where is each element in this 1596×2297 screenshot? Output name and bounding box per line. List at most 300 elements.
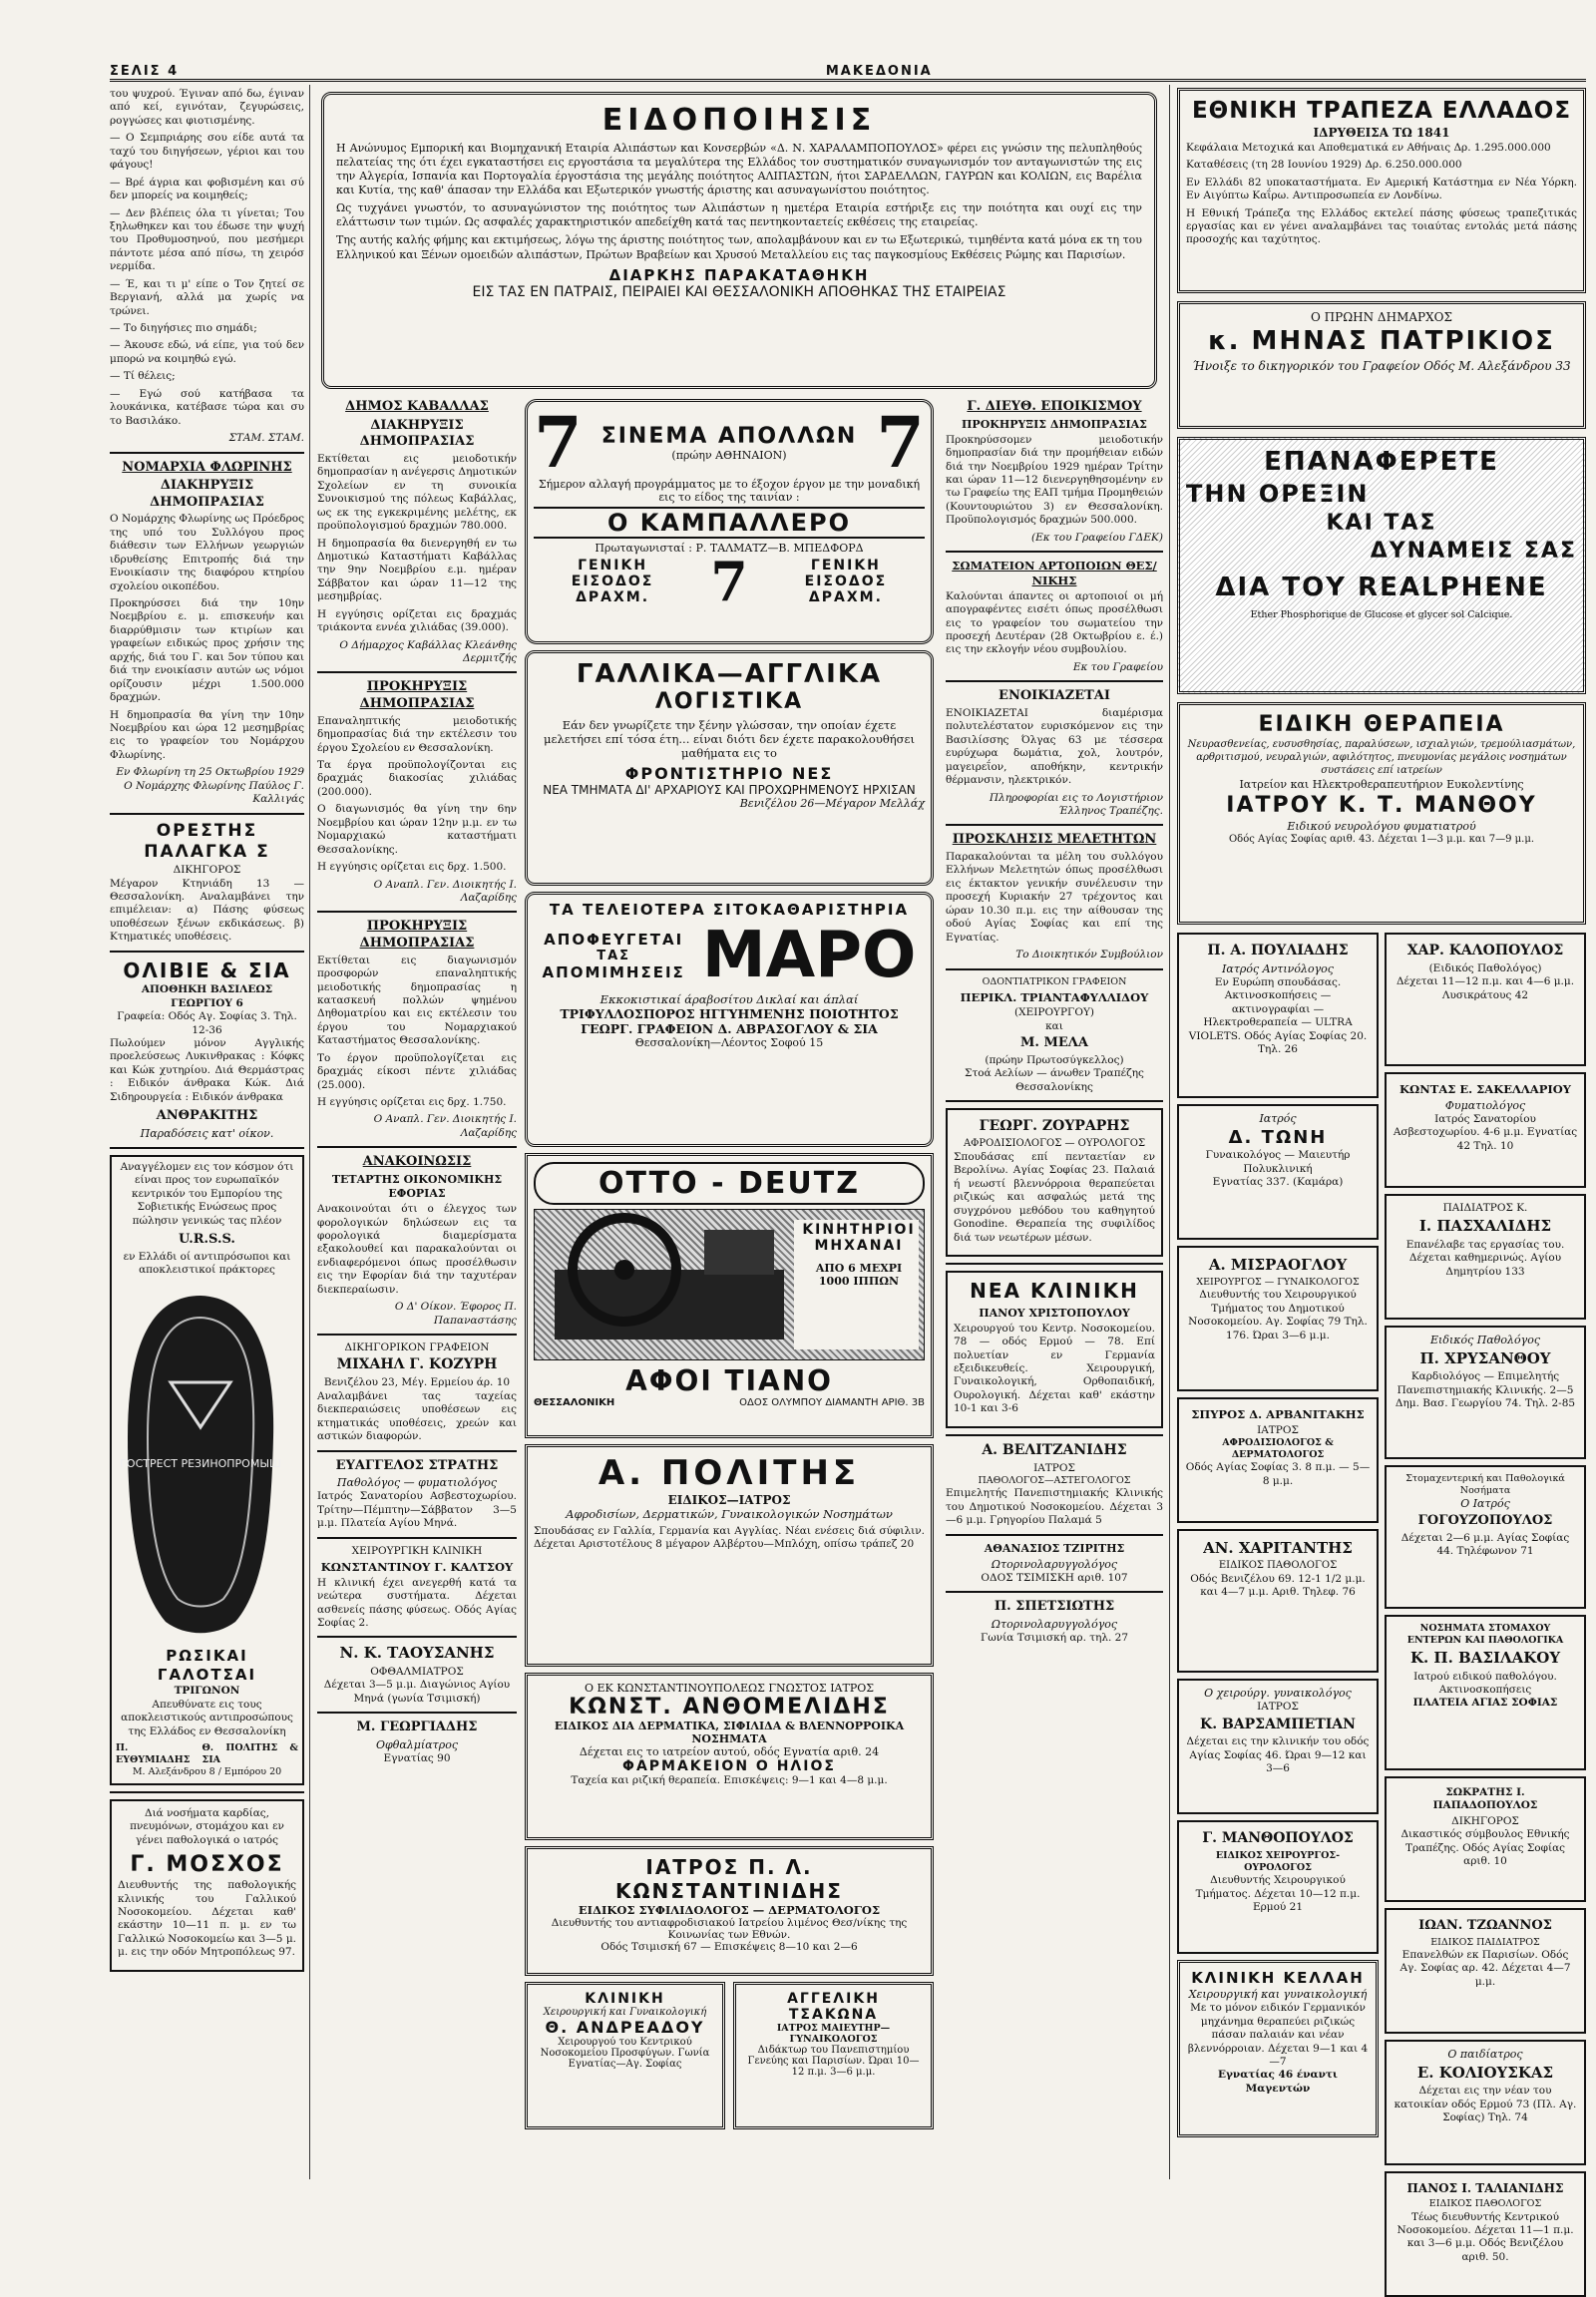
kalopoulos-role: (Ειδικός Παθολόγος)	[1428, 961, 1542, 974]
odontiatrikon-name: ΠΕΡΙΚΛ. ΤΡΙΑΝΤΑΦΥΛΛΙΔΟΥ	[960, 989, 1149, 1004]
dialogue-line: — Δεν βλέπεις όλα τι γίνεται; Του ξηλωθηκεν και του έδωσε την ψυχή του Προθυμοσηνού, που μεσήμερι πάντοτε μέσα από πίσω, τη χειρόσ νερμίδα.	[110, 206, 304, 273]
therapeia-body: Νευρασθενείας, ευσυσθησίας, παραλύσεων, ισχιαλγιών, τρεμούλιασμάτων, αρθριτισμού, νευραλγιών, αφιλότητος, πνευμονίας μεγάλοις νοσημάτων συστάσεις επί ιατρείων	[1187, 739, 1576, 776]
arvanitakis-name: ΣΠΥΡΟΣ Δ. ΑΡΒΑΝΙΤΑΚΗΣ	[1191, 1407, 1365, 1421]
paschalidis-name: Ι. ΠΑΣΧΑΛΙΔΗΣ	[1418, 1217, 1552, 1236]
artopoion-title: ΣΩΜΑΤΕΙΟΝ ΑΡΤΟΠΟΙΩΝ ΘΕΣ/ΝΙΚΗΣ	[952, 559, 1157, 587]
arvanitakis-ad	[1177, 1397, 1379, 1523]
patrikios-body: Ήνοιξε το δικηγορικόν του Γραφείον Οδός Μ. Αλεξάνδρου 33	[1192, 358, 1571, 373]
languages-groups: ΝΕΑ ΤΜΗΜΑΤΑ ΔΙ' ΑΡΧΑΡΙΟΥΣ ΚΑΙ ΠΡΟΧΩΡΗΜΕΝΟΥΣ ΗΡΧΙΣΑΝ	[543, 783, 916, 797]
maro-office: ΓΕΩΡΓ. ΓΡΑΦΕΙΟΝ Δ. ΑΒΡΑΣΟΓΛΟΥ & ΣΙΑ	[581, 1021, 878, 1036]
kaltsou-name: ΚΩΝΣΤΑΝΤΙΝΟΥ Γ. ΚΑΛΤΣΟΥ	[320, 1560, 514, 1575]
tzoannos-ad	[1385, 1908, 1586, 2034]
divider	[946, 824, 1163, 826]
papadopoulos-name: ΣΩΚΡΑΤΗΣ Ι. ΠΑΠΑΔΟΠΟΥΛΟΣ	[1432, 1786, 1538, 1812]
nea-kliniki-title: ΝΕΑ ΚΛΙΝΙΚΗ	[970, 1278, 1139, 1303]
kalopoulos-hours: Δέχεται 11—12 π.μ. και 4—6 μ.μ. Λυσικράτους 42	[1396, 975, 1575, 1001]
notice-paragraph: Ο Νομάρχης Φλωρίνης ως Πρόεδρος της υπό του Συλλόγου προς διάθεσιν των Ελλήνων γεωργιών ιδρυθείσης Επιτροπής διά την Ενοικίασιν της διαφόρου κτηρίου σχολείου οικοπέδου.	[110, 513, 304, 592]
dieth-title: Γ. ΔΙΕΥΘ. ΕΠΟΙΚΙΣΜΟΥ	[967, 399, 1142, 414]
eidopoiisis-paragraph: Η Ανώνυμος Εμπορική και Βιομηχανική Εταιρία Αλιπάστων και Κονσερβών «Δ. Ν. ΧΑΡΑΛΑΜΠΟΠΟΥΛΟΣ» φέρει εις γνώσιν της πελυπληθούς πελατείας της ότι έχει εγκαταστήσει εις εργοστάσια τα μεγαλύτερα της Ελλάδος τον συστηματικόν συναγωνισμόν τον ανταγωνιστών της εις την Αλγερία, Ισπανία και Πορτογαλία έργοστάσια της μεγάλης ποιότητος ΑΛΙΠΑΣΤΩΝ, ήτοι ΣΑΡΔΕΛΛΩΝ, ΓΑΥΡΩΝ και ΚΟΛΙΩΝ, εις Βαρέλια και Κυτία, της καθ' άπασαν την Ελλάδα και Εξωτερικόν γνωστής άριστης και ασυναγωνίστου ποιότητος.	[336, 142, 1142, 197]
tzoannos-body: Επανελθών εκ Παρισίων. Οδός Αγ. Σοφίας αρ. 42. Δέχεται 4—7 μ.μ.	[1399, 1948, 1571, 1988]
manthopoulos-specialty: ΕΙΔΙΚΟΣ ΧΕΙΡΟΥΡΓΟΣ-ΟΥΡΟΛΟΓΟΣ	[1215, 1849, 1341, 1874]
paschalidis-head: ΠΑΙΔΙΑΤΡΟΣ Κ.	[1442, 1202, 1528, 1214]
divider	[317, 1146, 517, 1148]
notice-paragraph: Εκτίθεται εις διαγωνισμόν προσφορών επαναληπτικής μειοδοτικής δημοπρασίας η κατασκευή πολλών ψημένου Δηθοματρίου και εις εκτέλεσιν του έργου του Νομαρχιακού Καταστήματος Θεσσαλονίκης.	[317, 954, 517, 1047]
sakellariou-role: Φυματιολόγος	[1444, 1098, 1526, 1112]
therapeia-name: ΙΑΤΡΟΥ Κ. Τ. ΜΑΝΘΟΥ	[1226, 792, 1537, 818]
tzoannos-name: ΙΩΑΝ. ΤΖΩΑΝΝΟΣ	[1418, 1918, 1552, 1933]
column-3	[525, 399, 934, 2177]
otto-side-line: ΜΗΧΑΝΑΙ	[814, 1238, 904, 1254]
divider	[110, 951, 304, 953]
tsakona-body: Διδάκτωρ του Πανεπιστημίου Γενεύης και Παρισίων. Ώραι 10—12 π.μ. 3—6 μ.μ.	[747, 2045, 920, 2078]
bank-branches: Εν Ελλάδι 82 υποκαταστήματα. Εν Αμερική Κατάστημα εν Νέα Υόρκη. Εν Αιγύπτω Καΐρω. Αντιπροσωπεία εν Λονδίνω.	[1186, 176, 1577, 202]
cinema-seven: 7	[534, 401, 583, 484]
agents-row	[116, 1742, 298, 1766]
therapeia-role: Ειδικού νευρολόγου φυματιατρού	[1287, 819, 1476, 833]
spetsiotis-role: Ωτορινολαρυγγολόγος	[991, 1617, 1118, 1631]
chrysanthou-body: Καρδιολόγος — Επιμελητής Πανεπιστημιακής Κλινικής. 2—5 Δημ. Βασ. Γεωργίου 74. Τηλ. 2-85	[1395, 1370, 1576, 1410]
kaltsou-body: Η κλινική έχει ανεγερθή κατά τα νεώτερα συστήματα. Δέχεται ασθενείς πάσης φύσεως. Οδός Αγίας Σοφίας 2.	[317, 1576, 517, 1630]
anthomelidis-name: ΚΩΝΣΤ. ΑΝΘΟΜΕΛΙΔΗΣ	[569, 1695, 890, 1720]
sakellariou-name: ΚΩΝΤΑΣ Ε. ΣΑΚΕΛΛΑΡΙΟΥ	[1399, 1082, 1571, 1096]
artopoion-body: Καλούνται άπαντες οι αρτοποιοί οι μή απογραφέντες εισέτι όπως προσέλθωσι εις το γραφείον του σωματείου την προσεχή Δευτέραν (28 Οκτωβρίου ε. έ.) εις την εκλογήν νέου συμβουλίου.	[946, 589, 1163, 656]
nea-kliniki-ad	[946, 1271, 1163, 1428]
polites-ad	[525, 1444, 934, 1667]
dieth-subtitle: ΠΡΟΚΗΡΥΞΙΣ ΔΗΜΟΠΡΑΣΙΑΣ	[962, 417, 1147, 431]
notice-date: Εν Φλωρίνη τη 25 Οκτωβρίου 1929	[116, 766, 304, 779]
georgiadis-address: Εγνατίας 90	[383, 1751, 451, 1764]
gogouzopoulos-name: ΓΟΓΟΥΖΟΠΟΥΛΟΣ	[1417, 1513, 1553, 1529]
divider	[317, 1712, 517, 1714]
anak-title: ΑΝΑΚΟΙΝΩΣΙΣ	[362, 1154, 472, 1170]
pouliadis-name: Π. Α. ΠΟΥΛΙΑΔΗΣ	[1207, 943, 1349, 958]
tziritis-address: ΟΔΟΣ ΤΣΙΜΙΣΚΗ αριθ. 107	[981, 1571, 1128, 1584]
stratis-name: ΕΥΑΓΓΕΛΟΣ ΣΤΡΑΤΗΣ	[335, 1457, 499, 1473]
manthopoulos-ad	[1177, 1820, 1379, 1954]
realphene-line: ΔΥΝΑΜΕΙΣ ΣΑΣ	[1370, 539, 1577, 565]
therapeia-ad	[1177, 702, 1586, 925]
notice-signature: (Εκ του Γραφείου ΓΔΕΚ)	[1030, 531, 1163, 544]
tziritis-role: Ωτορινολαρυγγολόγος	[991, 1557, 1118, 1571]
patrikios-name: κ. ΜΗΝΑΣ ΠΑΤΡΙΚΙΟΣ	[1208, 326, 1555, 357]
notice-signature: Ο Αναπλ. Γεν. Διοικητής Ι. Λαζαρίδης	[373, 878, 517, 904]
page-number: ΣΕΛΙΣ 4	[110, 64, 180, 79]
therapeia-address: Οδός Αγίας Σοφίας αριθ. 43. Δέχεται 1—3 μ.μ. και 7—9 μ.μ.	[1228, 833, 1535, 845]
column-rule	[309, 85, 310, 2179]
notice-signature: Ο Δ' Οίκον. Έφορος Π. Παπαναστάσης	[394, 1301, 517, 1327]
kalopoulos-ad	[1385, 933, 1586, 1066]
pouliadis-role: Ιατρός Αντινόλογος	[1222, 961, 1334, 975]
odontiatrikon-name2: Μ. ΜΕΛΑ	[1020, 1035, 1088, 1051]
andreadou-ad	[525, 1982, 725, 2129]
papadopoulos-ad	[1385, 1776, 1586, 1902]
toni-name: Δ. ΤΩΝΗ	[1228, 1127, 1328, 1149]
urss-tail: εν Ελλάδι οί αντιπρόσωποι και αποκλειστικοί πράκτορες	[123, 1250, 291, 1277]
zourari-body: Σπουδάσας επί πενταετίαν εν Βερολίνω. Αγίας Σοφίας 23. Παλαιά ή νεωστί βλεννόρροια θεραπεύεται ριζικώς και ασφαλώς μετά της συγχρόνου μεθόδου του καθηγητού Gonodine. Θεραπεία της συφιλίδος διά των νεωτέρων μέσων.	[954, 1150, 1155, 1244]
taousanis-name: Ν. Κ. ΤΑΟΥΣΑΝΗΣ	[339, 1644, 495, 1663]
divider	[317, 1636, 517, 1638]
kellai-title: ΚΛΙΝΙΚΗ ΚΕΛΛΑΗ	[1191, 1969, 1365, 1987]
notice-paragraph: Η εγγύησις ορίζεται εις δρχ. 1.750.	[317, 1096, 507, 1108]
kellai-body: Με το μόνον ειδικόν Γερμανικόν μηχάνημα θεραπεύει ριζικώς πάσαν παλαιάν και νέαν βλεννόρροιαν. Δέχεται 9—1 και 4—7	[1187, 2002, 1369, 2069]
cinema-entry-row	[534, 550, 925, 613]
misraoglou-name: Α. ΜΙΣΡΑΟΓΛΟΥ	[1208, 1256, 1348, 1274]
realphene-line: ΔΙΑ ΤΟΥ REALPHENE	[1215, 573, 1548, 603]
doctor-col-right	[1385, 933, 1586, 2297]
gogouzopoulos-head: Στομαχεντερική και Παθολογικά Νοσήματα	[1405, 1473, 1565, 1497]
kavala-title: ΔΗΜΟΣ ΚΑΒΑΛΛΑΣ	[345, 399, 489, 414]
cinema-text: Σήμερον αλλαγή προγράμματος με το έξοχον έργον με την μοναδική εις το είδος της ταινίαν :	[538, 478, 921, 504]
manthopoulos-name: Γ. ΜΑΝΘΟΠΟΥΛΟΣ	[1202, 1830, 1354, 1846]
otto-side	[800, 1222, 918, 1288]
maro-brand: ΜΑΡΟ	[701, 919, 917, 992]
maro-line: ΤΑΣ	[597, 948, 631, 963]
cinema-header	[534, 401, 925, 484]
divider	[946, 680, 1163, 682]
divider	[317, 911, 517, 913]
dialogue-line: — Άκουσε εδώ, νά είπε, για τού δεν μπορώ να κοιμηθώ εγώ.	[110, 339, 304, 365]
kozyri-body: Αναλαμβάνει τας ταχείας διεκπεραιώσεις υποθέσεων εις κτηματικάς υποθέσεις, χρεών και αστικών διαφορών.	[317, 1389, 517, 1443]
notice-paragraph: Η εγγύησις ορίζεται εις δραχμάς τριάκοντα εννέα χιλιάδας (39.000).	[317, 607, 517, 634]
trigonon-body: Απευθύνατε εις τους αποκλειστικούς αντιπροσώπους της Ελλάδος εν Θεσσαλονίκη	[121, 1698, 293, 1737]
divider	[946, 1263, 1163, 1265]
maro-guarantee: ΤΡΙΦΥΛΛΟΣΠΟΡΟΣ ΗΓΓΥΗΜΕΝΗΣ ΠΟΙΟΤΗΤΟΣ	[560, 1006, 899, 1021]
therapeia-title: ΕΙΔΙΚΗ ΘΕΡΑΠΕΙΑ	[1258, 712, 1505, 737]
paschalidis-body: Επανέλαβε τας εργασίας του. Δέχεται καθημερινώς. Αγίου Δημητρίου 133	[1405, 1238, 1565, 1278]
urss-intro: Αναγγέλομεν εις τον κόσμον ότι είναι προς τον ευρωπαϊκόν κεντρικόν του Εμπορίου της Σοβιετικής Ενώσεως προς πώλησιν γενικώς τας πλέον	[120, 1160, 294, 1227]
patrikios-head: Ο ΠΡΩΗΝ ΔΗΜΑΡΧΟΣ	[1311, 310, 1452, 324]
charitantis-name: ΑΝ. ΧΑΡΙΤΑΝΤΗΣ	[1203, 1539, 1353, 1557]
misraoglou-role: ΧΕΙΡΟΥΡΓΟΣ — ΓΥΝΑΙΚΟΛΟΓΟΣ	[1196, 1277, 1360, 1289]
polites-role: ΕΙΔΙΚΟΣ—ΙΑΤΡΟΣ	[667, 1493, 791, 1507]
mosxos-body: Διευθυντής της παθολογικής κλινικής του Γαλλικού Νοσοκομείου. Δέχεται καθ' εκάστην 10—11 π. μ. εν τω Γαλλικώ Νοσοκομείω και 3—5 μ. μ. εις την οδόν Μητροπόλεως 97.	[118, 1879, 296, 1959]
divider	[317, 1537, 517, 1539]
enoikiazetai-body: ΕΝΟΙΚΙΑΖΕΤΑΙ διαμέρισμα πολυτελέστατον ευρισκόμενον εις την Βασιλίσσης Όλγας 63 με τέσσερα ευρύχωρα δωμάτια, χολ, λουτρόν, μαγειρεΐον, αποθήκην, κεντρικήν θέρμανσιν, ηλεκτρικόν.	[946, 706, 1163, 787]
eidopoiisis-ad	[321, 92, 1157, 389]
kalopoulos-name: ΧΑΡ. ΚΑΛΟΠΟΥΛΟΣ	[1406, 943, 1564, 958]
languages-subtitle: ΛΟΓΙΣΤΙΚΑ	[654, 689, 804, 714]
maro-line: ΑΠΟΜΙΜΗΣΕΙΣ	[542, 962, 685, 981]
dialogue-signature: ΣΤΑΜ. ΣΤΑΜ.	[228, 432, 304, 445]
languages-body: Εάν δεν γνωρίζετε την ξένην γλώσσαν, την οποίαν έχετε μελετήσει επί τόσα έτη... είναι διότι δεν έχετε παρακολουθήσει μαθήματα εις το	[544, 718, 915, 760]
mosxos-ad	[110, 1799, 304, 1972]
spetsiotis-name: Π. ΣΠΕΤΣΙΩΤΗΣ	[994, 1599, 1115, 1615]
doctor-grid	[1177, 933, 1586, 2297]
galotsai-ad	[110, 1155, 304, 1785]
agent-name: Θ. ΠΟΛΙΤΗΣ & ΣΙΑ	[201, 1742, 298, 1766]
pouliadis-body: Εν Ευρώπη σπουδάσας. Ακτινοσκοπήσεις — ακτινογραφίαι — Ηλεκτροθεραπεία — ULTRA VIOLETS. Οδός Αγίας Σοφίας 20. Τηλ. 26	[1188, 975, 1368, 1056]
realphene-ad	[1177, 437, 1586, 694]
bottom-row	[525, 1982, 934, 2129]
arvanitakis-address: Οδός Αγίας Σοφίας 3. 8 π.μ. — 5—8 μ.μ.	[1185, 1461, 1371, 1487]
charitantis-ad	[1177, 1529, 1379, 1673]
chrysanthou-head: Ειδικός Παθολόγος	[1430, 1334, 1540, 1346]
engine-illustration	[534, 1209, 925, 1360]
otto-city: ΘΕΣΣΑΛΟΝΙΚΗ	[534, 1397, 615, 1408]
paschalidis-ad	[1385, 1194, 1586, 1320]
velitzanidis-name: Α. ΒΕΛΙΤΖΑΝΙΔΗΣ	[982, 1441, 1127, 1458]
polites-name: Α. ΠΟΛΙΤΗΣ	[598, 1453, 861, 1493]
orestis-name: ΟΡΕΣΤΗΣ ΠΑΛΑΓΚΑ Σ	[144, 820, 270, 863]
velitzanidis-role: ΙΑΤΡΟΣ	[1033, 1461, 1075, 1474]
otto-deutz-ad	[525, 1153, 934, 1438]
eidopoiisis-paragraph: Της αυτής καλής φήμης και εκτιμήσεως, λόγω της άριστης ποιότητος των, απολαμβάνουν και εν τω Εξωτερικώ, τιμηθέντα κατά μόνα εκ τη του Ελληνικού και Ξένων ομοειδών αλιπάστων, Πρώτων Βραβείων και Χρυσού Μεταλλείου εις τας παγκοσμίους Εκθέσεις Ρώμης και Παρισίων.	[336, 233, 1142, 261]
therapeia-clinic: Ιατρείον και Ηλεκτροθεραπευτήριον Ευκολεντίνης	[1239, 777, 1524, 791]
eidopoiisis-title: ΕΙΔΟΠΟΙΗΣΙΣ	[601, 103, 877, 138]
otto-side-line: ΚΙΝΗΤΗΡΙΟΙ	[802, 1222, 916, 1238]
prosklisis-title: ΠΡΟΣΚΛΗΣΙΣ ΜΕΛΕΤΗΤΩΝ	[952, 832, 1157, 848]
cinema-subtitle: (πρώην ΑΘΗΝΑΙΟΝ)	[671, 449, 787, 462]
otto-footer	[534, 1397, 925, 1408]
toni-prefix: Ιατρός	[1259, 1112, 1297, 1125]
languages-ad	[525, 650, 934, 886]
dialogue-line: του ψυχρού. Έγιναν από δω, έγιναν από κεί, εγινόταν, ζεγυρώσεις, ρογγώσες και φιοτισμένης.	[110, 88, 304, 127]
mosxos-name: Γ. ΜΟΣΧΟΣ	[130, 1851, 284, 1877]
tziritis-name: ΑΘΑΝΑΣΙΟΣ ΤΖΙΡΙΤΗΣ	[984, 1541, 1125, 1555]
velitzanidis-body: Επιμελητής Πανεπιστημιακής Κλινικής του Δημοτικού Νοσοκομείου. Δέχεται 3—6 μ.μ. Γρηγορίου Παλαμά 5	[946, 1487, 1163, 1527]
anthomelidis-address: Δέχεται εις το ιατρείον αυτού, οδός Εγνατία αριθ. 24	[579, 1745, 880, 1758]
talianidis-ad	[1385, 2171, 1586, 2297]
enoikiazetai-info: Πληροφορίαι εις το Λογιστήριον Έλληνος Τραπέζης.	[989, 791, 1163, 817]
notice-signature: Εκ του Γραφείου	[1072, 660, 1163, 673]
tsakona-name: ΑΓΓΕΛΙΚΗ ΤΣΑΚΩΝΑ	[787, 1991, 880, 2023]
chrysanthou-ad	[1385, 1326, 1586, 1459]
maro-ad	[525, 892, 934, 1147]
nomarchia-title: ΝΟΜΑΡΧΙΑ ΦΛΩΡΙΝΗΣ	[122, 459, 292, 475]
taousanis-hours: Δέχεται 3—5 μ.μ. Διαγώνιος Αγίου Μηνά (γωνία Τσιμισκή)	[323, 1679, 511, 1705]
anak-body: Ανακοινούται ότι ο έλεγχος των φορολογικών δηλώσεων εις τα φορολογικά διαμερίσματα εξακολουθεί και παρακαλούνται οι ενδιαφερόμενοι όπως προσέλθωσιν εις την Εφορίαν διά την ταχυτέραν διεκπεραίωσιν.	[317, 1203, 517, 1296]
prok2-title: ΠΡΟΚΗΡΥΞΙΣ ΔΗΜΟΠΡΑΣΙΑΣ	[359, 919, 475, 951]
vasilakou-name: Κ. Π. ΒΑΣΙΛΑΚΟΥ	[1409, 1649, 1561, 1668]
notice-paragraph: Η δημοπρασία θα διενεργηθή εν τω Δημοτικώ Καταστήματι Καβάλλας την 9ην Νοεμβρίου ε.μ. ημέραν Σάββατον και ώραν 11—12 της μεσημβρίας.	[317, 537, 517, 603]
charitantis-role: ΕΙΔΙΚΟΣ ΠΑΘΟΛΟΓΟΣ	[1218, 1560, 1338, 1572]
andreadou-body: Χειρουργού του Κεντρικού Νοσοκομείου Προσφύγων. Γωνία Εγνατίας—Αγ. Σοφίας	[540, 2037, 710, 2070]
cinema-cast: Πρωταγωνισταί : Ρ. ΤΑΛΜΑΤΖ—Β. ΜΠΕΔΦΟΡΔ	[595, 542, 864, 555]
papadopoulos-role: ΔΙΚΗΓΟΡΟΣ	[1451, 1814, 1519, 1827]
orestis-body: Μέγαρον Κτηνιάδη 13 — Θεσσαλονίκη. Αναλαμβάνει την επιμέλειαν: α) Πάσης φύσεως υποθέσεων ξένων εκδικάσεως. β) Κτηματικές υποθέσεις.	[110, 877, 304, 944]
arvanitakis-specialty: ΑΦΡΟΔΙΣΙΟΛΟΓΟΣ & ΔΕΡΜΑΤΟΛΟΓΟΣ	[1222, 1437, 1334, 1461]
notice-signature: Ο Νομάρχης Φλωρίνης Παύλος Γ. Καλλιγάς	[124, 779, 304, 806]
talianidis-role: ΕΙΔΙΚΟΣ ΠΑΘΟΛΟΓΟΣ	[1428, 2198, 1542, 2210]
odontiatrikon-sub2: (πρώην Πρωτοσύγκελλος)	[985, 1053, 1124, 1066]
olivie-office: Γραφεία: Οδός Αγ. Σοφίας 3. Τηλ. 12-36	[117, 1010, 297, 1036]
anak-subtitle: ΤΕΤΑΡΤΗΣ ΟΙΚΟΝΟΜΙΚΗΣ ΕΦΟΡΙΑΣ	[331, 1172, 503, 1201]
zourari-specialty: ΑΦΡΟΔΙΣΙΟΛΟΓΟΣ — ΟΥΡΟΛΟΓΟΣ	[963, 1138, 1146, 1150]
maro-address: Θεσσαλονίκη—Λέοντος Σοφού 15	[634, 1036, 824, 1049]
orestis-role: ΔΙΚΗΓΟΡΟΣ	[173, 864, 241, 877]
mosxos-intro: Διά νοσήματα καρδίας, πνευμόνων, στομάχου και εν γένει παθολογικά ο ιατρός	[130, 1806, 284, 1846]
otto-address: ΟΔΟΣ ΟΛΥΜΠΟΥ ΔΙΑΜΑΝΤΗ ΑΡΙΘ. 3Β	[739, 1397, 925, 1408]
konstantinidis-ad	[525, 1846, 934, 1976]
kozyri-address: Βενιζέλου 23, Μέγ. Ερμείου άρ. 10	[323, 1376, 511, 1389]
dieth-body: Προκηρύσσομεν μειοδοτικήν δημοπρασίαν διά την προμήθειαν ειδών διά την Νοεμβρίου 1929 ημέραν Τρίτην και ώραν 11—12 διενεργηθησομένην εν τω Γραφείω της ΕΑΠ τμήμα Προμηθειών (Κουντουριώτου 3) εν Θεσσαλονίκη. Προϋπολογισμός δραχμών 500.000.	[946, 433, 1163, 527]
anthomelidis-specialty: ΕΙΔΙΚΟΣ ΔΙΑ ΔΕΡΜΑΤΙΚΑ, ΣΙΦΙΛΙΔΑ & ΒΛΕΝΝΟΡΡΟΙΚΑ ΝΟΣΗΜΑΤΑ	[554, 1720, 905, 1745]
vasilakou-ad	[1385, 1615, 1586, 1770]
divider	[946, 1591, 1163, 1593]
chrysanthou-name: Π. ΧΡΥΣΑΝΘΟΥ	[1419, 1349, 1551, 1368]
notice-signature: Το Διοικητικόν Συμβούλιον	[1015, 949, 1163, 961]
kellai-subtitle: Χειρουργική και γυναικολογική	[1188, 1988, 1368, 2002]
vasilakou-body: Ιατρού ειδικού παθολόγου. Ακτινοσκοπήσεις	[1413, 1670, 1557, 1696]
varsampetian-body: Δέχεται εις την κλινικήν του οδός Αγίας Σοφίας 46. Ώραι 9—12 και 3—6	[1186, 1735, 1370, 1775]
deposit-title: ΔΙΑΡΚΗΣ ΠΑΡΑΚΑΤΑΘΗΚΗ	[608, 265, 870, 284]
agent-name: Π. ΕΥΘΥΜΙΑΔΗΣ	[116, 1742, 191, 1766]
divider	[946, 551, 1163, 553]
prosklisis-body: Παρακαλούνται τα μέλη του συλλόγου Ελλήνων Μελετητών όπως προσέλθωσι εις έκτακτον γενικήν συνέλευσιν την προσεχή Κυριακήν 27 τρέχοντος και ώραν 10.30 π.μ. εις την αίθουσαν της οδού Αγίας Σοφίας και επί της Εγνατίας.	[946, 851, 1163, 944]
prok1-title: ΠΡΟΚΗΡΥΞΙΣ ΔΗΜΟΠΡΑΣΙΑΣ	[359, 679, 475, 712]
divider	[110, 452, 304, 454]
cinema-entry: ΓΕΝΙΚΗ ΕΙΣΟΔΟΣ ΔΡΑΧΜ.	[804, 558, 888, 605]
toni-ad	[1177, 1104, 1379, 1240]
notice-paragraph: Προκηρύσσει διά την 10ην Νοεμβρίου ε. μ. επισκευήν και διαρρύθμισιν των κτιρίων και γραφείων ειδικώς προς χρήσιν της αρχής, διά του Γ. και 5ον τύπου και διά την ενοικίασιν αυτών ως νόμοι ορίζουσιν μέχρι 1.500.000 δραχμών.	[110, 597, 304, 704]
taousanis-role: ΟΦΘΑΛΜΙΑΤΡΟΣ	[370, 1665, 464, 1678]
bank-capital: Κεφάλαια Μετοχικά και Αποθεματικά εν Αθήναις Δρ. 1.295.000.000	[1186, 141, 1551, 154]
anthomelidis-hours: Ταχεία και ριζική θεραπεία. Επισκέψεις: 9—1 και 4—8 μ.μ.	[571, 1774, 888, 1786]
column-rule	[1169, 85, 1170, 2179]
konstantinidis-address: Οδός Τσιμισκή 67 — Επισκέψεις 8—10 και 2—6	[600, 1941, 858, 1953]
olivie-coal: ΑΝΘΡΑΚΙΤΗΣ	[156, 1108, 258, 1124]
maro-extra: Εκκοκιστικαί άραβοσίτου Δικλαί και άπλαί	[599, 992, 859, 1006]
gogouzopoulos-ad	[1385, 1465, 1586, 1609]
divider	[946, 1100, 1163, 1102]
misraoglou-ad	[1177, 1246, 1379, 1391]
cinema-entry: ΓΕΝΙΚΗ ΕΙΣΟΔΟΣ ΔΡΑΧΜ.	[571, 558, 654, 605]
talianidis-body: Τέως διευθυντής Κεντρικού Νοσοκομείου. Δέχεται 11—1 π.μ. και 3—6 μ.μ. Οδός Βενιζέλου αριθ. 50.	[1396, 2210, 1574, 2263]
olivie-address: ΑΠΟΘΗΚΗ ΒΑΣΙΛΕΩΣ ΓΕΩΡΓΙΟΥ 6	[141, 983, 273, 1009]
spetsiotis-address: Γωνία Τσιμισκή αρ. τηλ. 27	[980, 1631, 1129, 1644]
header-spacer	[1579, 64, 1586, 79]
nea-kliniki-name: ΠΑΝΟΥ ΧΡΙΣΤΟΠΟΥΛΟΥ	[979, 1306, 1130, 1320]
cinema-ad	[525, 399, 934, 644]
koliouskas-body: Δέχεται εις την νέαν του κατοικίαν οδός Ερμού 73 (Πλ. Αγ. Σοφίας) Τηλ. 74	[1394, 2085, 1577, 2124]
polites-specialty: Αφροδισίων, Δερματικών, Γυναικολογικών Νοσημάτων	[566, 1507, 893, 1521]
bank-subtitle: ΙΔΡΥΘΕΙΣΑ ΤΩ 1841	[1313, 126, 1450, 141]
divider	[110, 1791, 304, 1793]
polites-body: Σπουδάσας εν Γαλλία, Γερμανία και Αγγλίας. Νέαι ενέσεις διά σύφιλιν. Δέχεται Αριστοτέλους 8 μέγαρον Αλβέρτου—Μπλόχη, οπίσω τράπεζ 20	[534, 1525, 925, 1551]
trigonon-label: ΤΡΙΓΩΝΟΝ	[174, 1685, 240, 1698]
national-bank-ad	[1177, 88, 1586, 293]
cinema-film: Ο ΚΑΜΠΑΛΛΕΡΟ	[534, 507, 925, 539]
stratis-body: Ιατρός Σανατορίου Ασβεστοχωρίου. Τρίτην—Πέμπτην—Σάββατον 3—5 μ.μ. Πλατεία Αγίου Μηνά.	[317, 1490, 517, 1530]
kellai-ad	[1177, 1960, 1379, 2137]
column-4	[946, 397, 1163, 2177]
toni-address: Εγνατίας 337. (Καμάρα)	[1212, 1175, 1344, 1188]
kozyri-head: ΔΙΚΗΓΟΡΙΚΟΝ ΓΡΑΦΕΙΟΝ	[344, 1341, 490, 1354]
cinema-seven: 7	[876, 401, 925, 484]
kaltsou-head: ΧΕΙΡΟΥΡΓΙΚΗ ΚΛΙΝΙΚΗ	[351, 1544, 483, 1557]
cinema-seven: 7	[710, 550, 748, 613]
andreadou-name: Θ. ΑΝΔΡΕΑΔΟΥ	[545, 2018, 705, 2037]
divider	[317, 671, 517, 673]
divider	[317, 1450, 517, 1452]
languages-address: Βενιζέλου 26—Μέγαρον Μελλάχ	[739, 797, 925, 810]
gogouzopoulos-prefix: Ο Ιατρός	[1460, 1497, 1510, 1511]
konstantinidis-specialty: ΕΙΔΙΚΟΣ ΣΥΦΙΛΙΔΟΛΟΓΟΣ — ΔΕΡΜΑΤΟΛΟΓΟΣ	[578, 1903, 881, 1917]
konstantinidis-body: Διευθυντής του αντιαφροδισιακού Ιατρείου λιμένος Θεσ/νίκης της Κοινωνίας των Εθνών.	[551, 1917, 908, 1941]
tzoannos-role: ΕΙΔΙΚΟΣ ΠΑΙΔΙΑΤΡΟΣ	[1430, 1936, 1540, 1948]
papadopoulos-body: Δικαστικός σύμβουλος Εθνικής Τραπέζης. Οδός Αγίας Σοφίας αριθ. 10	[1400, 1828, 1570, 1868]
dialogue-line: — Βρέ άγρια και φοβισμένη και σύ δεν μπορείς να κοιμηθείς;	[110, 176, 304, 202]
urss-label: U.R.S.S.	[179, 1232, 235, 1248]
maro-line: ΑΠΟΦΕΥΓΕΤΑΙ	[544, 930, 684, 949]
olivie-delivery: Παραδόσεις κατ' οίκον.	[140, 1126, 274, 1140]
talianidis-name: ΠΑΝΟΣ Ι. ΤΑΛΙΑΝΙΔΗΣ	[1406, 2181, 1564, 2195]
stratis-role: Παθολόγος — φυματιολόγος	[336, 1476, 498, 1490]
manthopoulos-body: Διευθυντής Χειρουργικού Τμήματος. Δέχεται 10—12 π.μ. Ερμού 21	[1195, 1874, 1361, 1914]
andreadou-subhead: Χειρουργική και Γυναικολογική	[543, 2007, 707, 2018]
odontiatrikon-and: και	[1045, 1019, 1063, 1032]
shoe-brand: ГОСТРЕСТ РЕЗИНОПРОМЫШ	[120, 1456, 281, 1470]
divider	[110, 813, 304, 815]
galotsai-title: ΡΩΣΙΚΑΙ ΓΑΛΟΤΣΑΙ	[157, 1647, 257, 1685]
koliouskas-ad	[1385, 2040, 1586, 2165]
bank-deposits: Καταθέσεις (τη 28 Ιουνίου 1929) Δρ. 6.250.000.000	[1186, 159, 1462, 172]
vasilakou-head: ΝΟΣΗΜΑΤΑ ΣΤΟΜΑΧΟΥ ΕΝΤΕΡΩΝ ΚΑΙ ΠΑΘΟΛΟΓΙΚΑ	[1406, 1623, 1564, 1647]
bank-body: Η Εθνική Τράπεζα της Ελλάδος εκτελεί πάσης φύσεως τραπεζιτικάς εργασίας και εν γένει αναλαμβάνει τας τοιαύτας εντολάς μετά πάσης προσοχής και ταχύτητος.	[1186, 206, 1577, 246]
koliouskas-head: Ο παιδίατρος	[1447, 2048, 1523, 2061]
column-2	[317, 397, 517, 2177]
gogouzopoulos-body: Δέχεται 2—6 μ.μ. Αγίας Σοφίας 44. Τηλέφωνον 71	[1400, 1532, 1570, 1558]
realphene-title: ΕΠΑΝΑΦΕΡΕΤΕ	[1264, 447, 1499, 477]
agents-address: Μ. Αλεξάνδρου 8 / Εμπόρου 20	[132, 1766, 282, 1778]
dialogue-line: — Ο Σεμπριάρης σου είδε αυτά τα ταχύ του διηγήσεων, γέριοι και του φάγους!	[110, 132, 304, 172]
otto-horsepower: ΑΠΟ 6 ΜΕΧΡΙ 1000 ΙΠΠΩΝ	[815, 1262, 903, 1288]
odontiatrikon-sub: (ΧΕΙΡΟΥΡΓΟΥ)	[1014, 1006, 1094, 1019]
kellai-address: Εγνατίας 46 έναντι Μαγεντών	[1217, 2069, 1339, 2095]
tsakona-ad	[733, 1982, 934, 2129]
andreadou-head: ΚΛΙΝΙΚΗ	[585, 1991, 665, 2007]
vasilakou-place: ΠΛΑΤΕΙΑ ΑΓΙΑΣ ΣΟΦΙΑΣ	[1412, 1697, 1558, 1710]
toni-role: Γυναικολόγος — Μαιευτήρ Πολυκλινική	[1205, 1149, 1351, 1175]
dialogue-line: — Το διηγήσιες πιο σημάδι;	[110, 322, 257, 334]
deposit-text: ΕΙΣ ΤΑΣ ΕΝ ΠΑΤΡΑΙΣ, ΠΕΙΡΑΙΕΙ ΚΑΙ ΘΕΣΣΑΛΟΝΙΚΗ ΑΠΟΘΗΚΑΣ ΤΗΣ ΕΤΑΙΡΕΙΑΣ	[472, 283, 1006, 300]
charitantis-body: Οδός Βενιζέλου 69. 12-1 1/2 μ.μ. και 4—7 μ.μ. Αριθ. Τηλεφ. 76	[1190, 1572, 1366, 1599]
sakellariou-body: Ιατρός Σανατορίου Ασβεστοχωρίου. 4-6 μ.μ. Εγνατίας 42 Τηλ. 10	[1393, 1112, 1578, 1152]
varsampetian-role: ΙΑΤΡΟΣ	[1257, 1701, 1299, 1714]
olivie-title: ΟΛΙΒΙΕ & ΣΙΑ	[123, 957, 291, 982]
notice-signature: Ο Αναπλ. Γεν. Διοικητής Ι. Λαζαρίδης	[373, 1113, 517, 1139]
patrikios-ad	[1177, 301, 1586, 429]
realphene-line: ΚΑΙ ΤΑΣ	[1326, 510, 1437, 536]
arvanitakis-role: ΙΑΤΡΟΣ	[1257, 1423, 1299, 1436]
notice-paragraph: Τα έργα προϋπολογίζονται εις δραχμάς διακοσίας χιλιάδας (200.000).	[317, 759, 517, 798]
otto-title: OTTO - DEUTZ	[534, 1162, 925, 1205]
sakellariou-ad	[1385, 1072, 1586, 1188]
varsampetian-head: Ο χειρούργ. γυναικολόγος	[1204, 1687, 1352, 1700]
tsakona-role: ΙΑΤΡΟΣ ΜΑΙΕΥΤΗΡ—ΓΥΝΑΙΚΟΛΟΓΟΣ	[776, 2023, 891, 2045]
notice-paragraph: Ο διαγωνισμός θα γίνη την 6ην Νοεμβρίου και ώραν 12ην μ.μ. εν τω Νομαρχιακώ καταστήματι Θεσσαλονίκης.	[317, 803, 517, 856]
zourari-ad	[946, 1108, 1163, 1257]
georgiadis-name: Μ. ΓΕΩΡΓΙΑΔΗΣ	[356, 1719, 478, 1734]
velitzanidis-specialty: ΠΑΘΟΛΟΓΟΣ—ΑΣΤΕΓΟΛΟΓΟΣ	[978, 1475, 1131, 1487]
maro-line: ΤΑ ΤΕΛΕΙΟΤΕΡΑ ΣΙΤΟΚΑΘΑΡΙΣΤΗΡΙΑ	[549, 901, 910, 919]
maro-brand-row	[534, 919, 925, 992]
notice-paragraph: Η εγγύησις ορίζεται εις δρχ. 1.500.	[317, 861, 507, 874]
bank-title: ΕΘΝΙΚΗ ΤΡΑΠΕΖΑ ΕΛΛΑΔΟΣ	[1191, 98, 1572, 124]
divider	[946, 1534, 1163, 1536]
kavala-subtitle: ΔΙΑΚΗΡΥΞΙΣ ΔΗΜΟΠΡΑΣΙΑΣ	[359, 417, 475, 450]
cinema-title: ΣΙΝΕΜΑ ΑΠΟΛΛΩΝ	[600, 424, 858, 449]
odontiatrikon-address: Στοά Αελίων — άνωθεν Τραπέζης Θεσσαλονίκης	[965, 1067, 1144, 1093]
divider	[317, 1334, 517, 1336]
eidopoiisis-body	[336, 142, 1142, 262]
odontiatrikon-head: ΟΔΟΝΤΙΑΤΡΙΚΟΝ ΓΡΑΦΕΙΟΝ	[982, 975, 1127, 987]
enoikiazetai-title: ΕΝΟΙΚΙΑΖΕΤΑΙ	[998, 688, 1110, 704]
olivie-body: Πωλούμεν μόνον Αγγλικής προελεύσεως Λυκινθρακας : Κόφκς και Κώκ χυτηρίου. Διά Θερμάστρας : Ειδικόν άνθρακα Κώκ. Διά Σιδηρουργεία : Ειδικόν άνθρακα	[110, 1037, 304, 1103]
realphene-line: ΤΗΝ ΟΡΕΞΙΝ	[1186, 480, 1370, 509]
notice-signature: Ο Δήμαρχος Καβάλλας Κλεάνθης Δερμιτζής	[339, 638, 517, 664]
kozyri-name: ΜΙΧΑΗΛ Γ. ΚΟΖΥΡΗ	[336, 1356, 498, 1373]
